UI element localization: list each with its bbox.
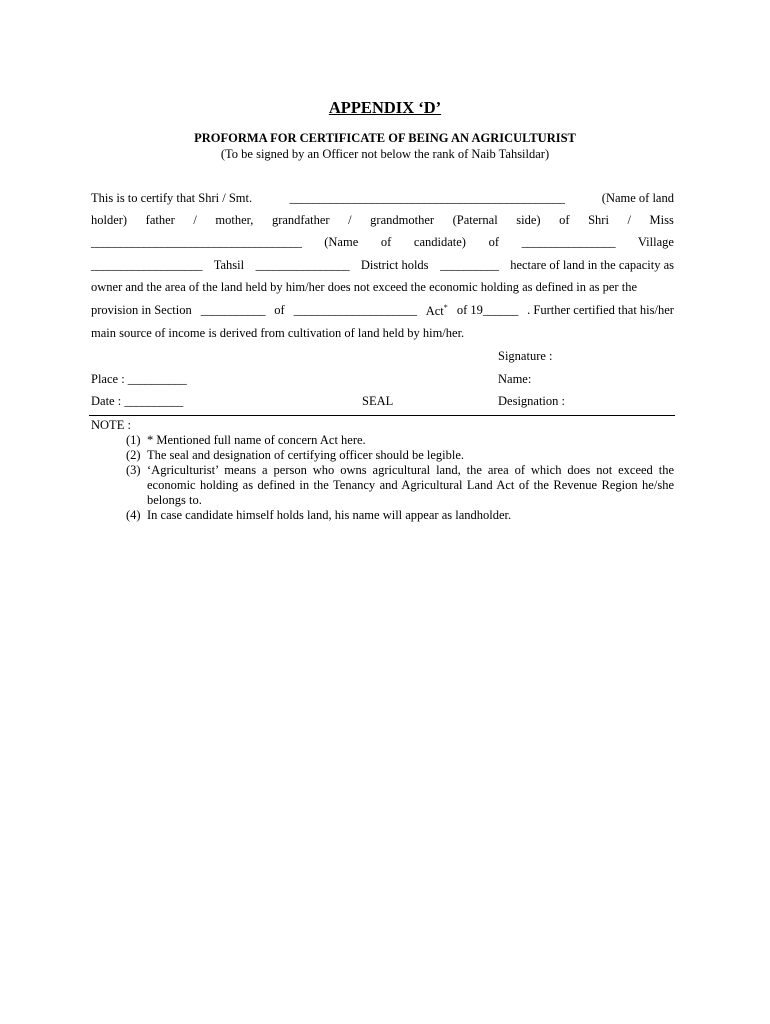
date-label: Date : — [91, 394, 122, 408]
year-blank[interactable]: ______ — [482, 303, 519, 317]
village-name-blank[interactable]: ___________________ — [91, 258, 203, 272]
form-subtitle: PROFORMA FOR CERTIFICATE OF BEING AN AGRICULTURIST — [194, 131, 576, 145]
note-number: (3) — [126, 463, 141, 477]
word: holder) — [91, 213, 128, 227]
date-blank[interactable]: __________ — [124, 394, 183, 408]
place-label: Place : — [91, 372, 125, 386]
word: hectare of land in the capacity as — [510, 258, 674, 272]
word: owner and the area of the land held by him/her does not exceed the economic holding as defined in as per the — [91, 280, 637, 294]
date-row — [91, 394, 183, 409]
word: Shri — [588, 213, 609, 227]
word: grandmother — [370, 213, 435, 227]
act-name-blank[interactable]: _____________________ — [293, 303, 417, 317]
note-item — [126, 448, 674, 463]
word: provision in Section — [91, 303, 192, 317]
word: of — [559, 213, 570, 227]
body-line-2 — [91, 213, 674, 228]
word: Tahsil — [213, 258, 245, 272]
word: Village — [637, 235, 674, 249]
word: / — [627, 213, 631, 227]
word: grandfather — [271, 213, 330, 227]
note-item — [126, 463, 674, 508]
word: main source of income is derived from cultivation of land held by him/her. — [91, 326, 465, 340]
place-blank[interactable]: __________ — [127, 372, 187, 386]
name-label: Name: — [498, 372, 532, 386]
body-line-5 — [91, 280, 674, 295]
signing-instruction: (To be signed by an Officer not below the rank of Naib Tahsildar) — [220, 147, 550, 161]
word: side) — [516, 213, 541, 227]
word: Act* — [425, 303, 448, 319]
note-heading: NOTE : — [91, 418, 131, 432]
section-blank[interactable]: ___________ — [200, 303, 266, 317]
district-blank[interactable]: __________ — [440, 258, 499, 272]
word: . Further certified that his/her — [527, 303, 674, 317]
note-text: * Mentioned full name of concern Act here. — [147, 433, 366, 447]
word: (Name — [324, 235, 359, 249]
page-title: APPENDIX ‘D’ — [328, 98, 442, 117]
word: of — [488, 235, 500, 249]
note-number: (2) — [126, 448, 141, 462]
body-line-7 — [91, 326, 674, 341]
note-item — [126, 508, 674, 523]
word: District holds — [360, 258, 429, 272]
body-line-6 — [91, 303, 674, 319]
word: of — [274, 303, 285, 317]
word: / — [348, 213, 352, 227]
place-row — [91, 372, 186, 387]
note-item — [126, 433, 674, 448]
body-line-4 — [91, 258, 674, 273]
asterisk-mark: * — [443, 303, 448, 312]
word: father — [145, 213, 175, 227]
word: mother, — [215, 213, 254, 227]
note-text: The seal and designation of certifying officer should be legible. — [147, 448, 465, 462]
note-text: In case candidate himself holds land, his name will appear as landholder. — [147, 508, 512, 522]
candidate-name-blank[interactable]: ____________________________________ — [91, 235, 302, 249]
word: / — [193, 213, 197, 227]
word: Miss — [649, 213, 674, 227]
word: candidate) — [413, 235, 466, 249]
designation-label: Designation : — [498, 394, 566, 408]
tahsil-blank[interactable]: ________________ — [255, 258, 350, 272]
word: (Paternal — [452, 213, 498, 227]
body-line-1 — [91, 191, 674, 206]
word: of 19______ — [456, 303, 519, 317]
signature-label: Signature : — [498, 349, 553, 363]
seal-label: SEAL — [362, 394, 394, 408]
village-blank[interactable]: ________________ — [521, 235, 616, 249]
note-number: (1) — [126, 433, 141, 447]
note-text: ‘Agriculturist’ means a person who owns agricultural land, the area of which does not exceed the economic holding as defined in the Tenancy and Agricultural Land Act of the Revenue Region he/she belongs to. — [147, 463, 674, 507]
word: of — [380, 235, 392, 249]
landholder-name-blank[interactable]: _______________________________________________ — [289, 191, 565, 205]
note-number: (4) — [126, 508, 141, 522]
body-line-3 — [91, 235, 674, 250]
divider — [89, 415, 675, 416]
certify-text: This is to certify that Shri / Smt. — [91, 191, 253, 205]
name-of-land-text: (Name of land — [601, 191, 674, 205]
